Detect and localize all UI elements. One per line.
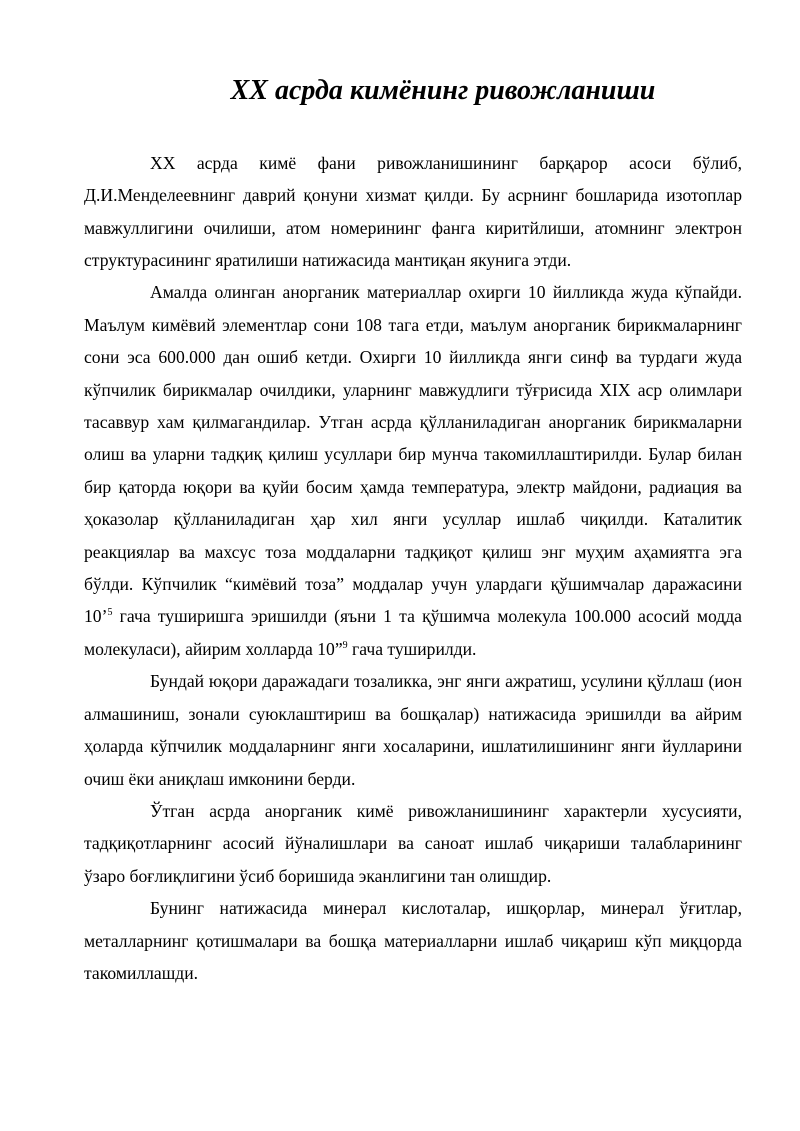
paragraph-2-text-a: Амалда олинган анорганик материаллар охирги 10 йилликда жуда кўпайди. Маълум кимёвий элементлар сони 108 тага етди, маълум анорганик бирикмаларнинг сони эса 600.000 дан ошиб кетди. Охирги 10 йилликда янги синф ва турдаги жуда кўпчилик бирикмалар очилдики, уларнинг мавжудлиги тўғрисида XIX аср олимлари тасаввур хам қилмагандилар. Утган асрда қўлланиладиган анорганик бирикмаларни олиш ва уларни тадқиқ қилиш усуллари бир мунча такомиллаштирилди. Булар билан бир қаторда юқори ва қуйи босим ҳамда температура, электр майдони, радиация ва ҳоказолар қўлланиладиган ҳар хил янги усуллар ишлаб чиқилди. Каталитик реакциялар ва махсус тоза моддаларни тадқиқот қилиш энг муҳим аҳамиятга эга бўлди. Кўпчилик “кимёвий тоза” моддалар учун улардаги қўшимчалар даражасини 10’ — [84, 282, 742, 627]
paragraph-2 — [84, 276, 742, 665]
paragraph-5: Бунинг натижасида минерал кислоталар, ишқорлар, минерал ўғитлар, металларнинг қотишмалари ва бошқа материалларни ишлаб чиқариш кўп миқцорда такомиллашди. — [84, 898, 742, 983]
exponent-2: 9 — [342, 640, 348, 652]
paragraph-4: Ўтган асрда анорганик кимё ривожланишининг характерли хусусияти, тадқиқотларнинг асосий йўналишлари ва саноат ишлаб чиқариши талабларининг ўзаро боғлиқлигини ўсиб боришида эканлигини тан олишдир. — [84, 800, 742, 886]
paragraph-2-text-c: гача туширилди. — [347, 638, 477, 659]
paragraph-2-text-b: гача туширишга эришилди (яъни 1 та қўшимча молекула 100.000 асосий модда молекуласи), айирим холларда 10” — [84, 606, 742, 659]
paragraph-3: Бундай юқори даражадаги тозаликка, энг янги ажратиш, усулини қўллаш (ион алмашиниш, зонали суюклаштириш ва бошқалар) натижасида эришилди ва айрим ҳоларда кўпчилик моддаларнинг янги хосаларини, ишлатилишининг янги йулларини очиш ёки аниқлаш имконини берди. — [84, 671, 742, 789]
paragraph-1: XX асрда кимё фани ривожланишининг барқарор асоси бўлиб, Д.И.Менделеевнинг даврий қонуни хизмат қилди. Бу асрнинг бошларида изотоплар мавжуллигини очилиши, атом номерининг фанга киритйлиши, атомнинг электрон структурасининг яратилиши натижасида мантиқан якунига этди. — [84, 152, 742, 271]
page-title: XX асрда кимёнинг ривожланиши — [230, 75, 656, 106]
exponent-1: 5 — [107, 607, 113, 619]
